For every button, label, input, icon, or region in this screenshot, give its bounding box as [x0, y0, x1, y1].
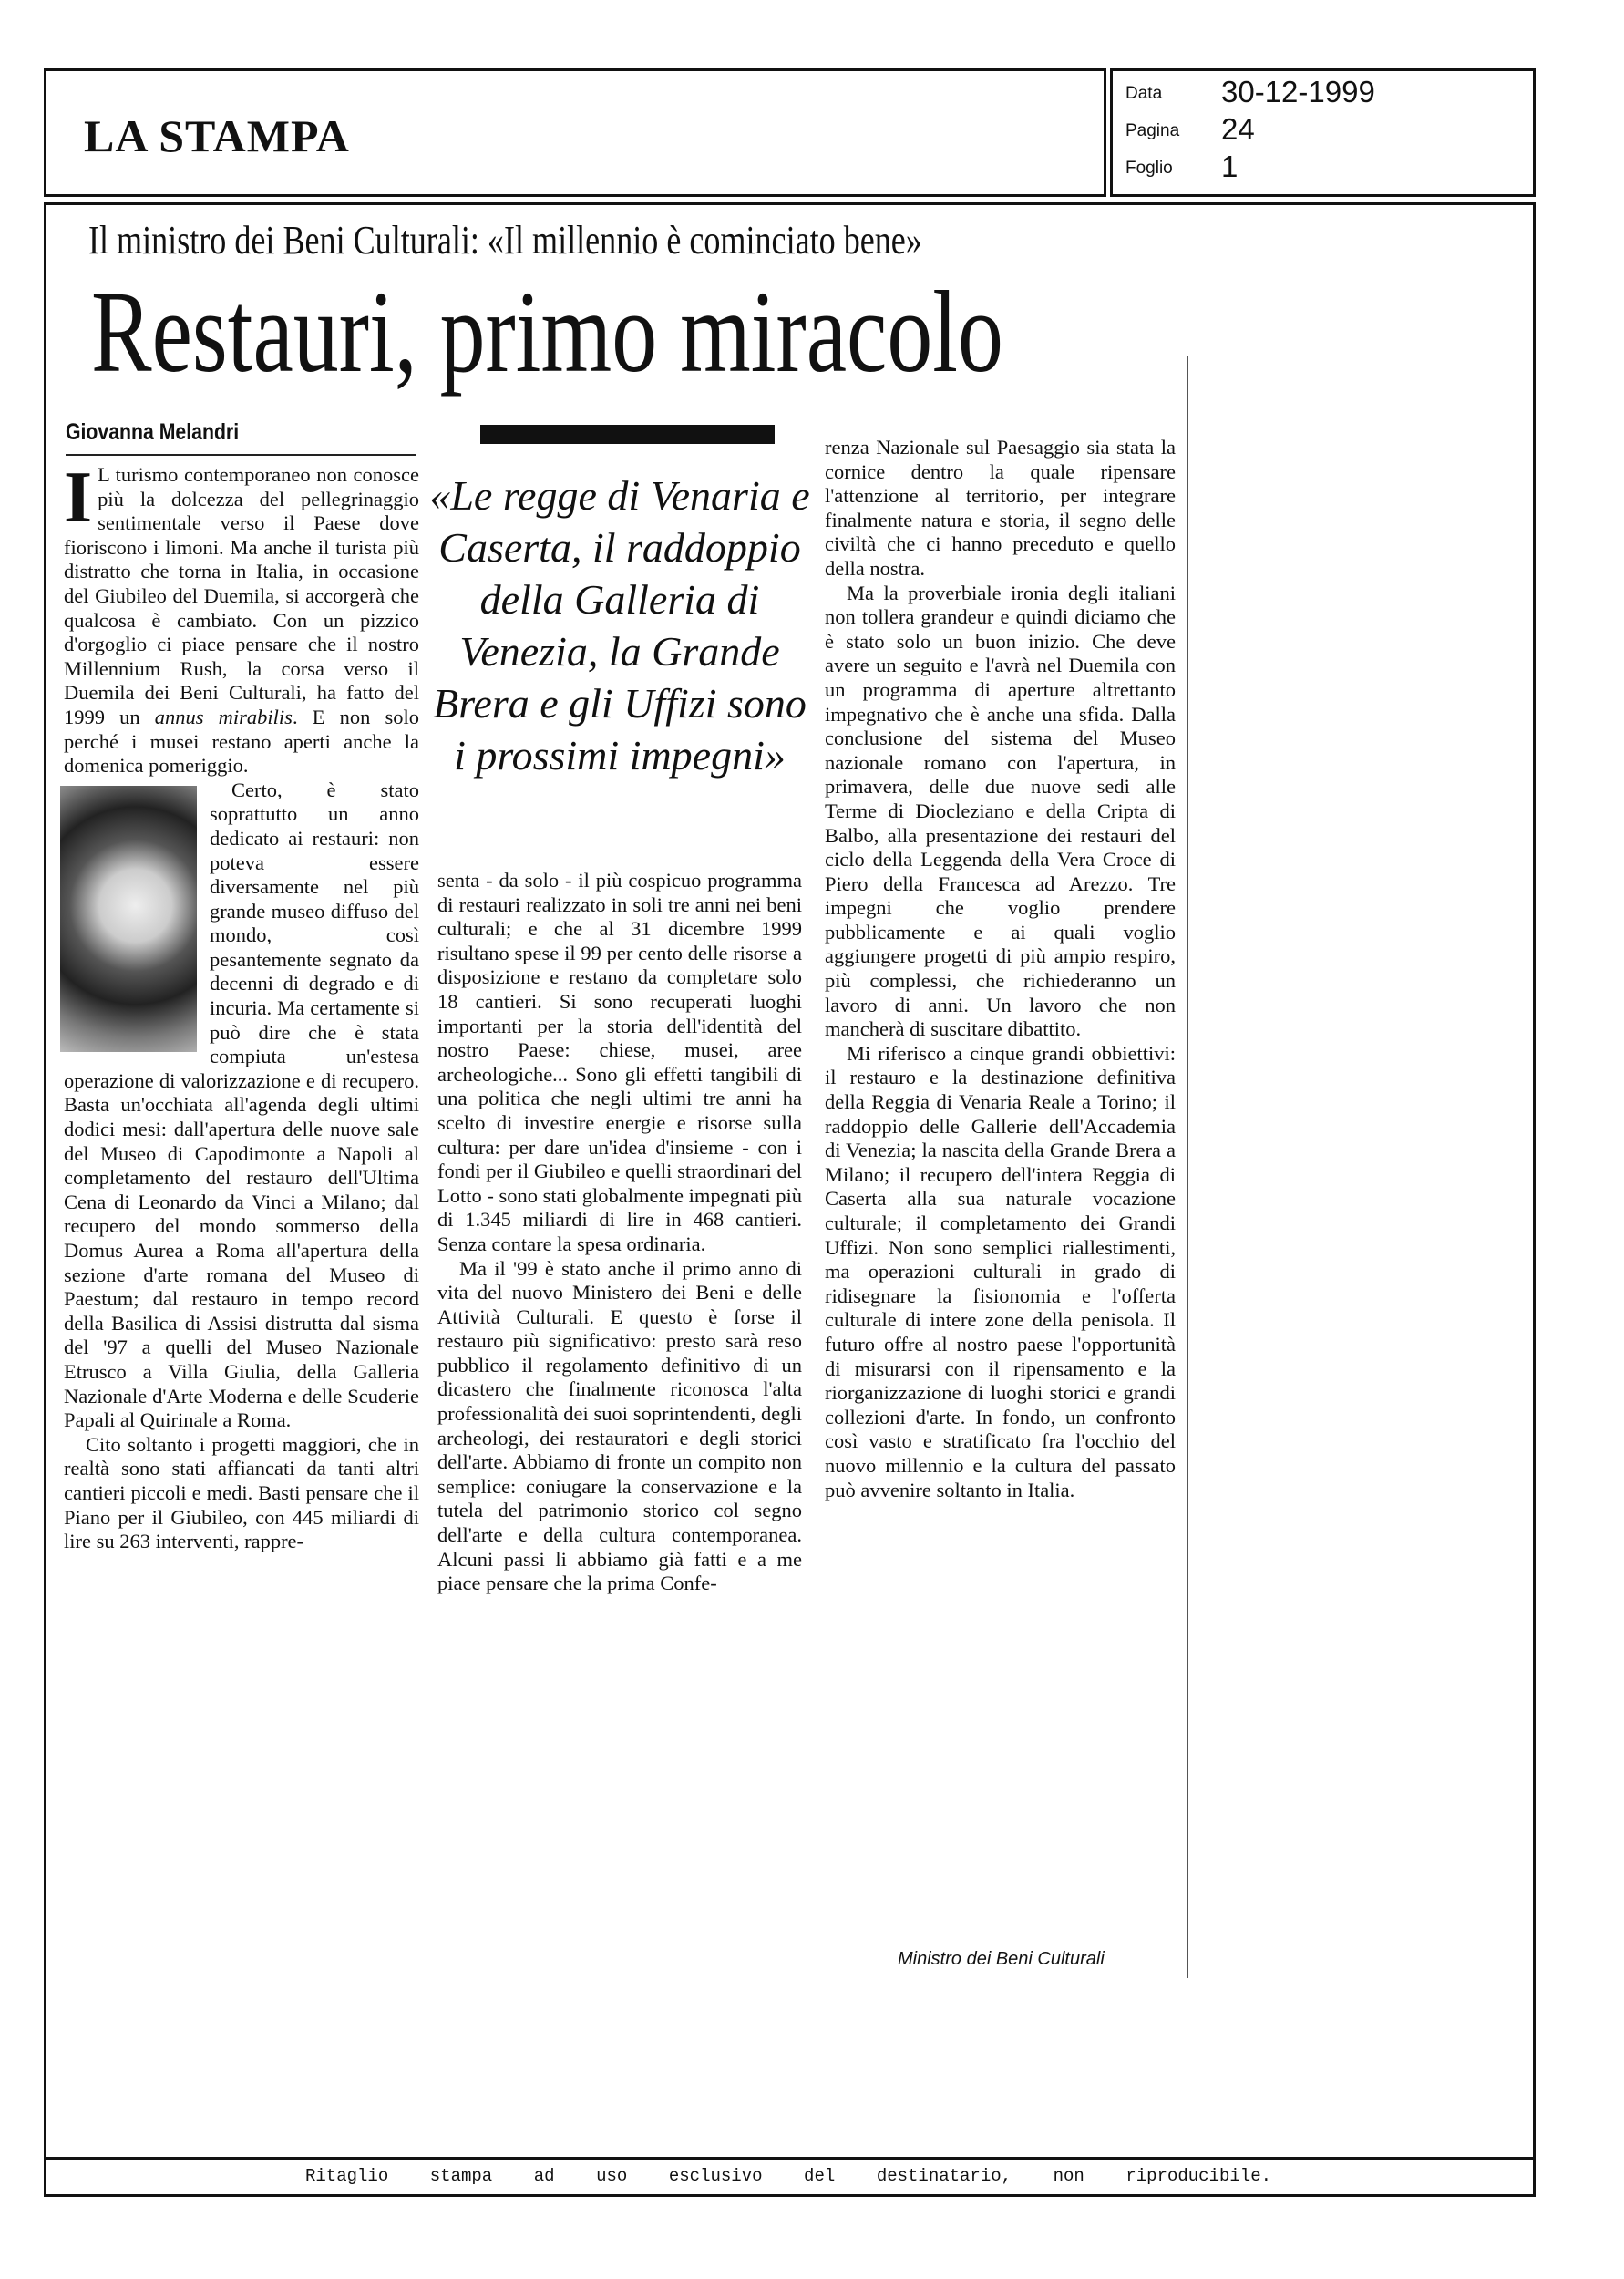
column-1: [64, 458, 419, 1554]
meta-value: 24: [1221, 112, 1255, 146]
paragraph: Ma il '99 è stato anche il primo anno di vita del nuovo Ministero dei Beni e delle Attività Culturali. E questo è forse il restauro più significativo: presto sarà reso pubblico il regolamento definitivo di un dicastero che finalmente riconosca l'alta professionalità dei suoi soprintendenti, degli archeologi, dei restauratori e degli storici dell'arte. Abbiamo di fronte un compito non semplice: coniugare la conservazione e la tutela del patrimonio storico col segno dell'arte e della cultura contemporanea. Alcuni passi li abbiamo già fatti e a me piace pensare che la prima Confe-: [437, 1256, 802, 1595]
text: L turismo contemporaneo non conosce più la dolcezza del pellegrinaggio sentimentale verso il Paese dove fioriscono i limoni. Ma anche il turista più distratto che torna in Italia, in occasione del Giubileo del Duemila, si accorgerà che qualcosa è cambiato. Con un pizzico d'orgoglio ci piace pensare che il nostro Millennium Rush, la corsa verso il Duemila dei Beni Culturali, ha fatto del 1999 un: [64, 463, 419, 728]
paragraph: renza Nazionale sul Paesaggio sia stata la cornice dentro la quale ripensare l'attenzione al territorio, per integrare finalmente natura e storia, il segno delle civiltà che ci hanno preceduto e quello della nostra.: [825, 436, 1176, 580]
text: . E non solo perché i musei restano aperti anche la domenica pomeriggio.: [64, 705, 419, 778]
pull-quote: «Le regge di Venaria e Caserta, il raddoppio della Galleria di Venezia, la Grande Brera e gli Uffizi sono i prossimi impegni»: [429, 472, 810, 779]
headline: Restauri, primo miracolo: [91, 267, 1003, 397]
byline-rule: [66, 454, 416, 456]
paragraph: senta - da solo - il più cospicuo programma di restauri realizzato in soli tre anni nei beni culturali; e che al 31 dicembre 1999 risultano spese il 99 per cento delle risorse a disposizione e restano da completare solo 18 cantieri. Si sono recuperati luoghi importanti per la storia dell'identità del nostro Paese: chiese, musei, aree archeologiche... Sono gli effetti tangibili di una politica che negli ultimi tre anni ha scelto di investire energie e risorse sulla cultura: per dare un'idea d'insieme - con i fondi per il Giubileo e quelli straordinari del Lotto - sono stati globalmente impegnati più di 1.345 miliardi di lire in 468 cantieri. Senza contare la spesa ordinaria.: [437, 869, 802, 1255]
footer-divider: [44, 2157, 1536, 2160]
kicker: Il ministro dei Beni Culturali: «Il millennio è cominciato bene»: [88, 218, 922, 263]
drop-cap: I: [64, 458, 93, 538]
byline: Giovanna Melandri: [66, 419, 240, 445]
paragraph: Ma la proverbiale ironia degli italiani non tollera grandeur e quindi diciamo che è stato solo un buon inizio. Che deve avere un seguito e l'avrà nel Duemila con un programma di aperture altrettanto impegnativo che è anche una sfida. Dalla conclusione del sistema del Museo nazionale romano con l'apertura, in primavera, delle due nuove sedi alle Terme di Diocleziano e della Cripta di Balbo, alla presentazione dei restauri del ciclo della Leggenda della Vera Croce di Piero della Francesca ad Arezzo. Tre impegni che voglio prendere pubblicamente e ai quali voglio aggiungere progetti di più ampio respiro, più complessi, che richiederanno un lavoro di anni. Un lavoro che non mancherà di suscitare dibattito.: [825, 581, 1176, 1041]
newspaper-logo: LA STAMPA: [84, 110, 350, 161]
redacted-bar: [480, 425, 775, 444]
paragraph: Cito soltanto i progetti maggiori, che in realtà sono stati affiancati da tanti altri cantieri piccoli e medi. Basti pensare che il Piano per il Giubileo, con 445 miliardi di lire su 263 interventi, rappre-: [64, 1432, 419, 1553]
author-signature: Ministro dei Beni Culturali: [898, 1949, 1105, 1969]
paragraph: [64, 458, 419, 779]
paragraph: Mi riferisco a cinque grandi obbiettivi: il restauro e la destinazione definitiva della Reggia di Venaria Reale a Torino; il raddoppio delle Gallerie dell'Accademia di Venezia; la nascita della Grande Brera a Milano; il recupero dell'intera Reggia di Caserta alla sua naturale vocazione culturale; il completamento dei Grandi Uffizi. Non sono semplici riallestimenti, ma operazioni culturali in grado di ridisegnare la fisionomia e l'offerta culturale di intere zone della penisola. Il futuro offre al nostro paese l'opportunità di misurarsi con il ripensamento e la riorganizzazione di luoghi storici e grandi collezioni d'arte. In fondo, un confronto così vasto e stratificato fra l'occhio del nuovo millennio e la cultura del passato può avvenire soltanto in Italia.: [825, 1041, 1176, 1501]
paragraph: Certo, è stato soprattutto un anno dedicato ai restauri: non poteva essere diversamente nel più grande museo diffuso del mondo, così pesantemente segnato da decenni di degrado e di incuria. Ma certamente si può dire che è stata compiuta un'estesa operazione di valorizzazione e di recupero. Basta un'occhiata all'agenda degli ultimi dodici mesi: dall'apertura delle nuove sale del Museo di Capodimonte a Napoli al completamento del restauro dell'Ultima Cena di Leonardo da Vinci a Milano; dal recupero del mondo sommerso della Domus Aurea a Roma all'apertura della sezione d'arte romana del Museo di Paestum; dal restauro in tempo record della Basilica di Assisi distrutta dal sisma del '97 a quelli del Museo Nazionale Etrusco a Villa Giulia, della Galleria Nazionale d'Arte Moderna e delle Scuderie Papali al Quirinale a Roma.: [64, 778, 419, 1432]
footer-notice: Ritaglio stampa ad uso esclusivo del destinatario, non riproducibile.: [305, 2166, 1271, 2186]
meta-label: Foglio: [1125, 159, 1173, 178]
column-3: [825, 436, 1176, 1502]
italic-text: annus mirabilis: [154, 705, 293, 728]
author-photo: [60, 786, 197, 1052]
meta-value: 30-12-1999: [1221, 75, 1375, 108]
meta-value: 1: [1221, 150, 1239, 183]
column-2: [437, 869, 802, 1596]
meta-label: Data: [1125, 84, 1163, 103]
column-rule: [1187, 356, 1188, 1978]
meta-label: Pagina: [1125, 121, 1180, 140]
